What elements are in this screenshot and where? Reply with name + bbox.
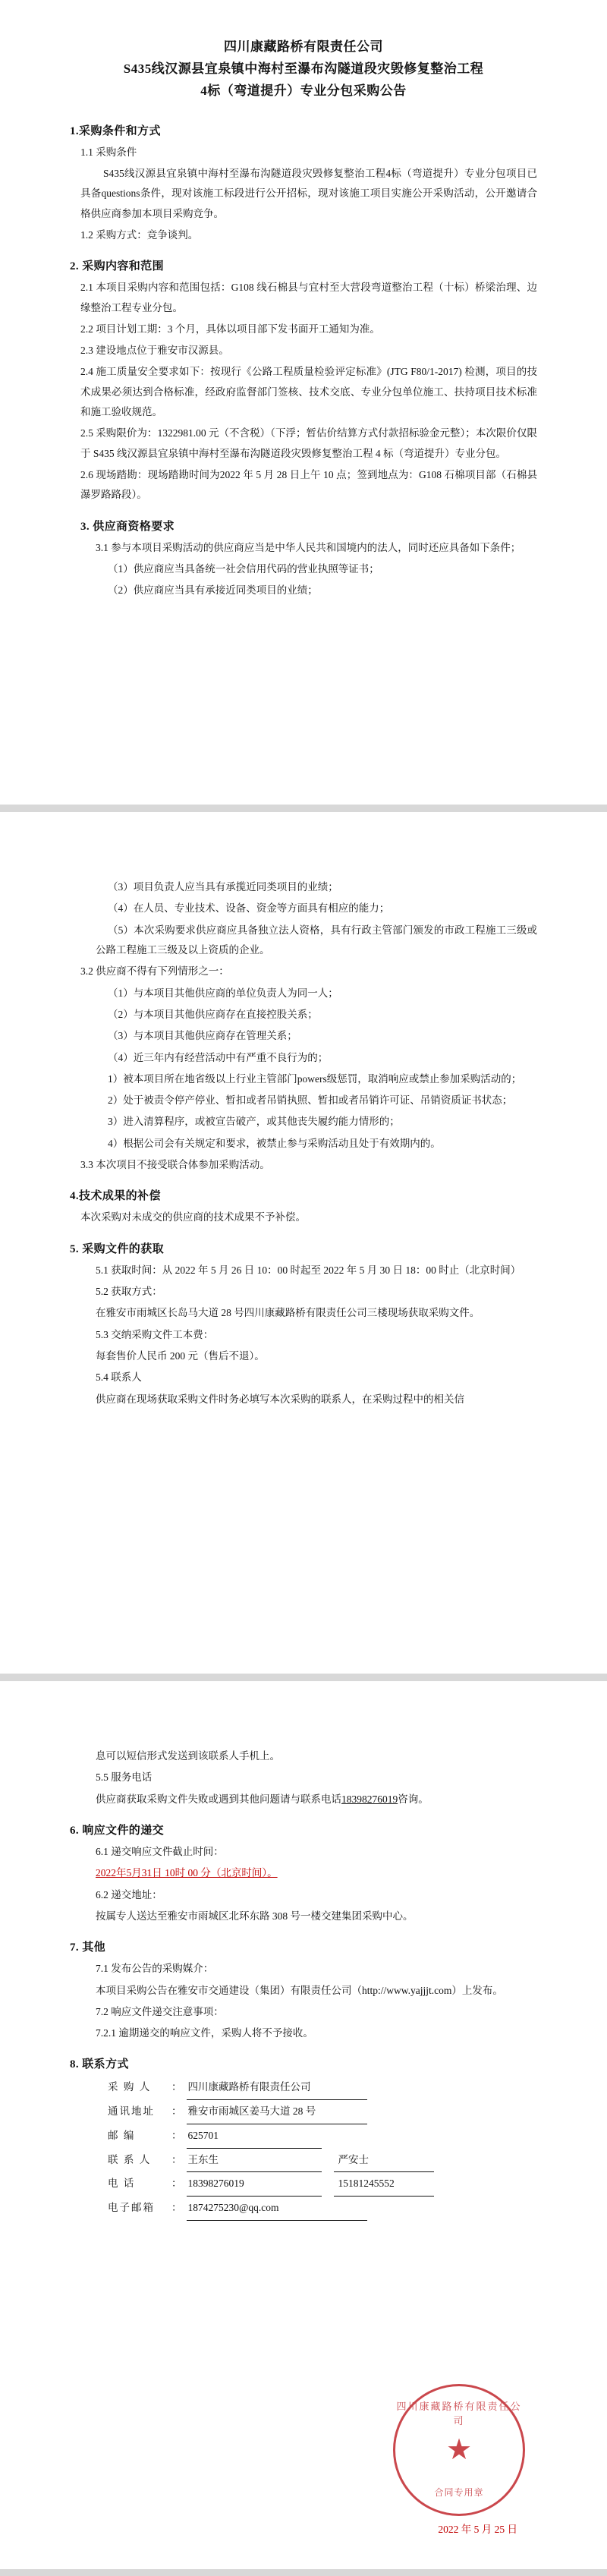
paragraph: 6.1 递交响应文件截止时间：	[96, 1845, 224, 1857]
service-phone-text-before: 供应商获取采购文件失败或遇到其他问题请与联系电话	[96, 1793, 341, 1805]
contact-value-secondary: 严安士	[334, 2149, 434, 2173]
paragraph: 3.2 供应商不得有下列情形之一：	[80, 965, 229, 978]
contact-colon: ：	[171, 2153, 182, 2165]
paragraph: 每套售价人民币 200 元（售后不退）。	[96, 1349, 265, 1362]
contact-label: 联 系 人	[108, 2153, 152, 2165]
paragraph: 本项目采购公告在雅安市交通建设（集团）有限责任公司（http://www.yajjjt.com）上发布。	[96, 1984, 503, 1996]
contact-row-person	[70, 2149, 537, 2173]
paragraph: 2）处于被责令停产停业、暂扣或者吊销执照、暂扣或者吊销许可证、吊销资质证书状态；	[108, 1094, 513, 1107]
paragraph: （1）供应商应当具备统一社会信用代码的营业执照等证书；	[108, 562, 379, 575]
contact-value: 雅安市雨城区姜马大道 28 号	[187, 2100, 367, 2124]
section-heading-7: 7. 其他	[70, 1941, 106, 1954]
deadline-datetime: 2022年5月31日 10时 00 分（北京时间）。	[96, 1867, 278, 1879]
title-line-1: 四川康藏路桥有限责任公司	[224, 39, 383, 54]
document-page-3	[0, 1681, 607, 2569]
paragraph: 1.1 采购条件	[80, 146, 137, 158]
document-page-1	[0, 0, 607, 805]
contact-value-secondary: 15181245552	[334, 2172, 434, 2197]
service-phone-line	[70, 1790, 537, 1809]
paragraph: 2.5 采购限价为：1322981.00 元（不含税）（下浮；暂估价结算方式付款招标验金元整）；本次限价仅限于 S435 线汉源县宜泉镇中海村至瀑布沟隧道段灾毁修复整治工程 4 标（弯道提升）专业分包。	[80, 427, 537, 459]
contact-colon: ：	[171, 2178, 182, 2190]
paragraph: 4）根据公司会有关规定和要求，被禁止参与采购活动且处于有效期内的。	[108, 1137, 441, 1149]
contact-row-address	[70, 2100, 537, 2124]
contact-value: 王东生	[187, 2149, 322, 2173]
title-line-3: 4标（弯道提升）专业分包采购公告	[200, 83, 407, 98]
contact-label: 电 话	[108, 2178, 136, 2190]
service-phone-number: 18398276019	[341, 1793, 398, 1805]
company-seal-stamp	[393, 2384, 525, 2516]
contact-row-email	[70, 2197, 537, 2221]
paragraph: 5.4 联系人	[96, 1371, 142, 1384]
contact-label: 邮 编	[108, 2129, 136, 2141]
paragraph: 供应商在现场获取采购文件时务必填写本次采购的联系人，在采购过程中的相关信	[96, 1393, 464, 1405]
paragraph: 7.2 响应文件递交注意事项：	[96, 2005, 224, 2017]
page-title	[70, 36, 537, 102]
paragraph: （3）与本项目其他供应商存在管理关系；	[108, 1030, 297, 1042]
section-heading-6: 6. 响应文件的递交	[70, 1824, 165, 1837]
seal-top-text: 四川康藏路桥有限责任公司	[396, 2401, 522, 2426]
star-icon: ★	[445, 2434, 473, 2466]
paragraph: 2.2 项目计划工期：3 个月，具体以项目部下发书面开工通知为准。	[80, 323, 380, 335]
title-line-2: S435线汉源县宜泉镇中海村至瀑布沟隧道段灾毁修复整治工程	[123, 61, 484, 76]
paragraph: 5.1 获取时间：从 2022 年 5 月 26 日 10：00 时起至 2022 年 5 月 30 日 18：00 时止（北京时间）	[96, 1264, 521, 1276]
section-heading-1: 1.采购条件和方式	[70, 124, 161, 137]
contact-colon: ：	[171, 2129, 182, 2141]
contact-label: 通讯地址	[108, 2105, 155, 2118]
paragraph: 5.2 获取方式：	[96, 1286, 162, 1297]
paragraph: 3）进入清算程序，或被宣告破产，或其他丧失履约能力情形的；	[108, 1116, 400, 1128]
paragraph: S435线汉源县宜泉镇中海村至瀑布沟隧道段灾毁修复整治工程4标（弯道提升）专业分包项目已具备questions条件，现对该施工标段进行公开招标，现对该施工项目实施公开采购活动，公开邀请合格供应商参加本项目采购竞争。	[80, 167, 537, 219]
contact-value: 625701	[187, 2124, 322, 2149]
seal-bottom-text: 合同专用章	[434, 2487, 484, 2498]
paragraph: 6.2 递交地址：	[96, 1888, 162, 1901]
paragraph: 本次采购对未成交的供应商的技术成果不予补偿。	[80, 1211, 306, 1223]
paragraph: 2.1 本项目采购内容和范围包括：G108 线石棉县与宜村至大营段弯道整治工程（十标）桥梁治理、边缘整治工程专业分包。	[80, 282, 537, 313]
section-heading-3: 3. 供应商资格要求	[80, 520, 175, 533]
paragraph: （2）供应商应当具有承接近同类项目的业绩；	[108, 584, 318, 597]
paragraph: 3.3 本次项目不接受联合体参加采购活动。	[80, 1159, 270, 1171]
section-heading-2: 2. 采购内容和范围	[70, 260, 165, 273]
paragraph: 1）被本项目所在地省级以上行业主管部门powers级惩罚，取消响应或禁止参加采购活动的；	[108, 1072, 522, 1085]
paragraph: （3）项目负责人应当具有承揽近同类项目的业绩；	[108, 881, 338, 893]
paragraph: （2）与本项目其他供应商存在直接控股关系；	[108, 1008, 318, 1020]
paragraph: （4）近三年内有经营活动中有严重不良行为的；	[108, 1051, 329, 1063]
paragraph: （4）在人员、专业技术、设备、资金等方面具有相应的能力；	[108, 902, 390, 915]
paragraph: 按属专人送达至雅安市雨城区北环东路 308 号一楼交建集团采购中心。	[96, 1910, 414, 1922]
contact-value: 18398276019	[187, 2172, 322, 2197]
section-heading-5: 5. 采购文件的获取	[70, 1242, 165, 1255]
contact-row-phone	[70, 2172, 537, 2197]
paragraph: 2.3 建设地点位于雅安市汉源县。	[80, 345, 229, 357]
signature-date: 2022 年 5 月 25 日	[438, 2524, 517, 2535]
contact-value: 四川康藏路桥有限责任公司	[187, 2076, 367, 2100]
paragraph: 息可以短信形式发送到该联系人手机上。	[96, 1750, 280, 1762]
contact-colon: ：	[171, 2105, 182, 2118]
service-phone-heading: 5.5 服务电话	[96, 1771, 153, 1784]
contact-colon: ：	[171, 2201, 182, 2213]
paragraph: 2.4 施工质量安全要求如下：按现行《公路工程质量检验评定标准》(JTG F80/1-2017) 检测，项目的技术成果必须达到合格标准，经政府监督部门签核、技术交底、专业分包单位施工、扶持项目技术标准和施工验收规范。	[80, 366, 537, 418]
paragraph: 2.6 现场踏勘：现场踏勘时间为2022 年 5 月 28 日上午 10 点；签到地点为：G108 石棉项目部（石棉县瀑罗路路段）。	[80, 469, 537, 501]
contact-colon: ：	[171, 2081, 182, 2093]
contact-row-purchaser	[70, 2076, 537, 2100]
paragraph: （5）本次采购要求供应商应具备独立法人资格，具有行政主管部门颁发的市政工程施工三级或公路工程施工三级及以上资质的企业。	[96, 924, 537, 956]
paragraph: 7.1 发布公告的采购媒介：	[96, 1963, 214, 1975]
contact-value: 1874275230@qq.com	[187, 2197, 367, 2221]
paragraph: （1）与本项目其他供应商的单位负责人为同一人；	[108, 987, 338, 999]
paragraph: 1.2 采购方式：竞争谈判。	[80, 228, 199, 241]
section-heading-8: 8. 联系方式	[70, 2058, 129, 2071]
section-heading-4: 4.技术成果的补偿	[70, 1190, 161, 1203]
paragraph: 在雅安市雨城区长岛马大道 28 号四川康藏路桥有限责任公司三楼现场获取采购文件。	[96, 1307, 480, 1319]
paragraph: 3.1 参与本项目采购活动的供应商应当是中华人民共和国境内的法人，同时还应具备如下条件；	[96, 541, 521, 553]
paragraph: 5.3 交纳采购文件工本费：	[96, 1328, 214, 1340]
contact-row-postcode	[70, 2124, 537, 2149]
document-page-2	[0, 812, 607, 1674]
contact-label: 电子邮箱	[108, 2201, 155, 2213]
paragraph: 7.2.1 逾期递交的响应文件，采购人将不予接收。	[96, 2027, 313, 2039]
contact-label: 采 购 人	[108, 2081, 152, 2093]
service-phone-text-after: 咨询。	[398, 1793, 429, 1805]
